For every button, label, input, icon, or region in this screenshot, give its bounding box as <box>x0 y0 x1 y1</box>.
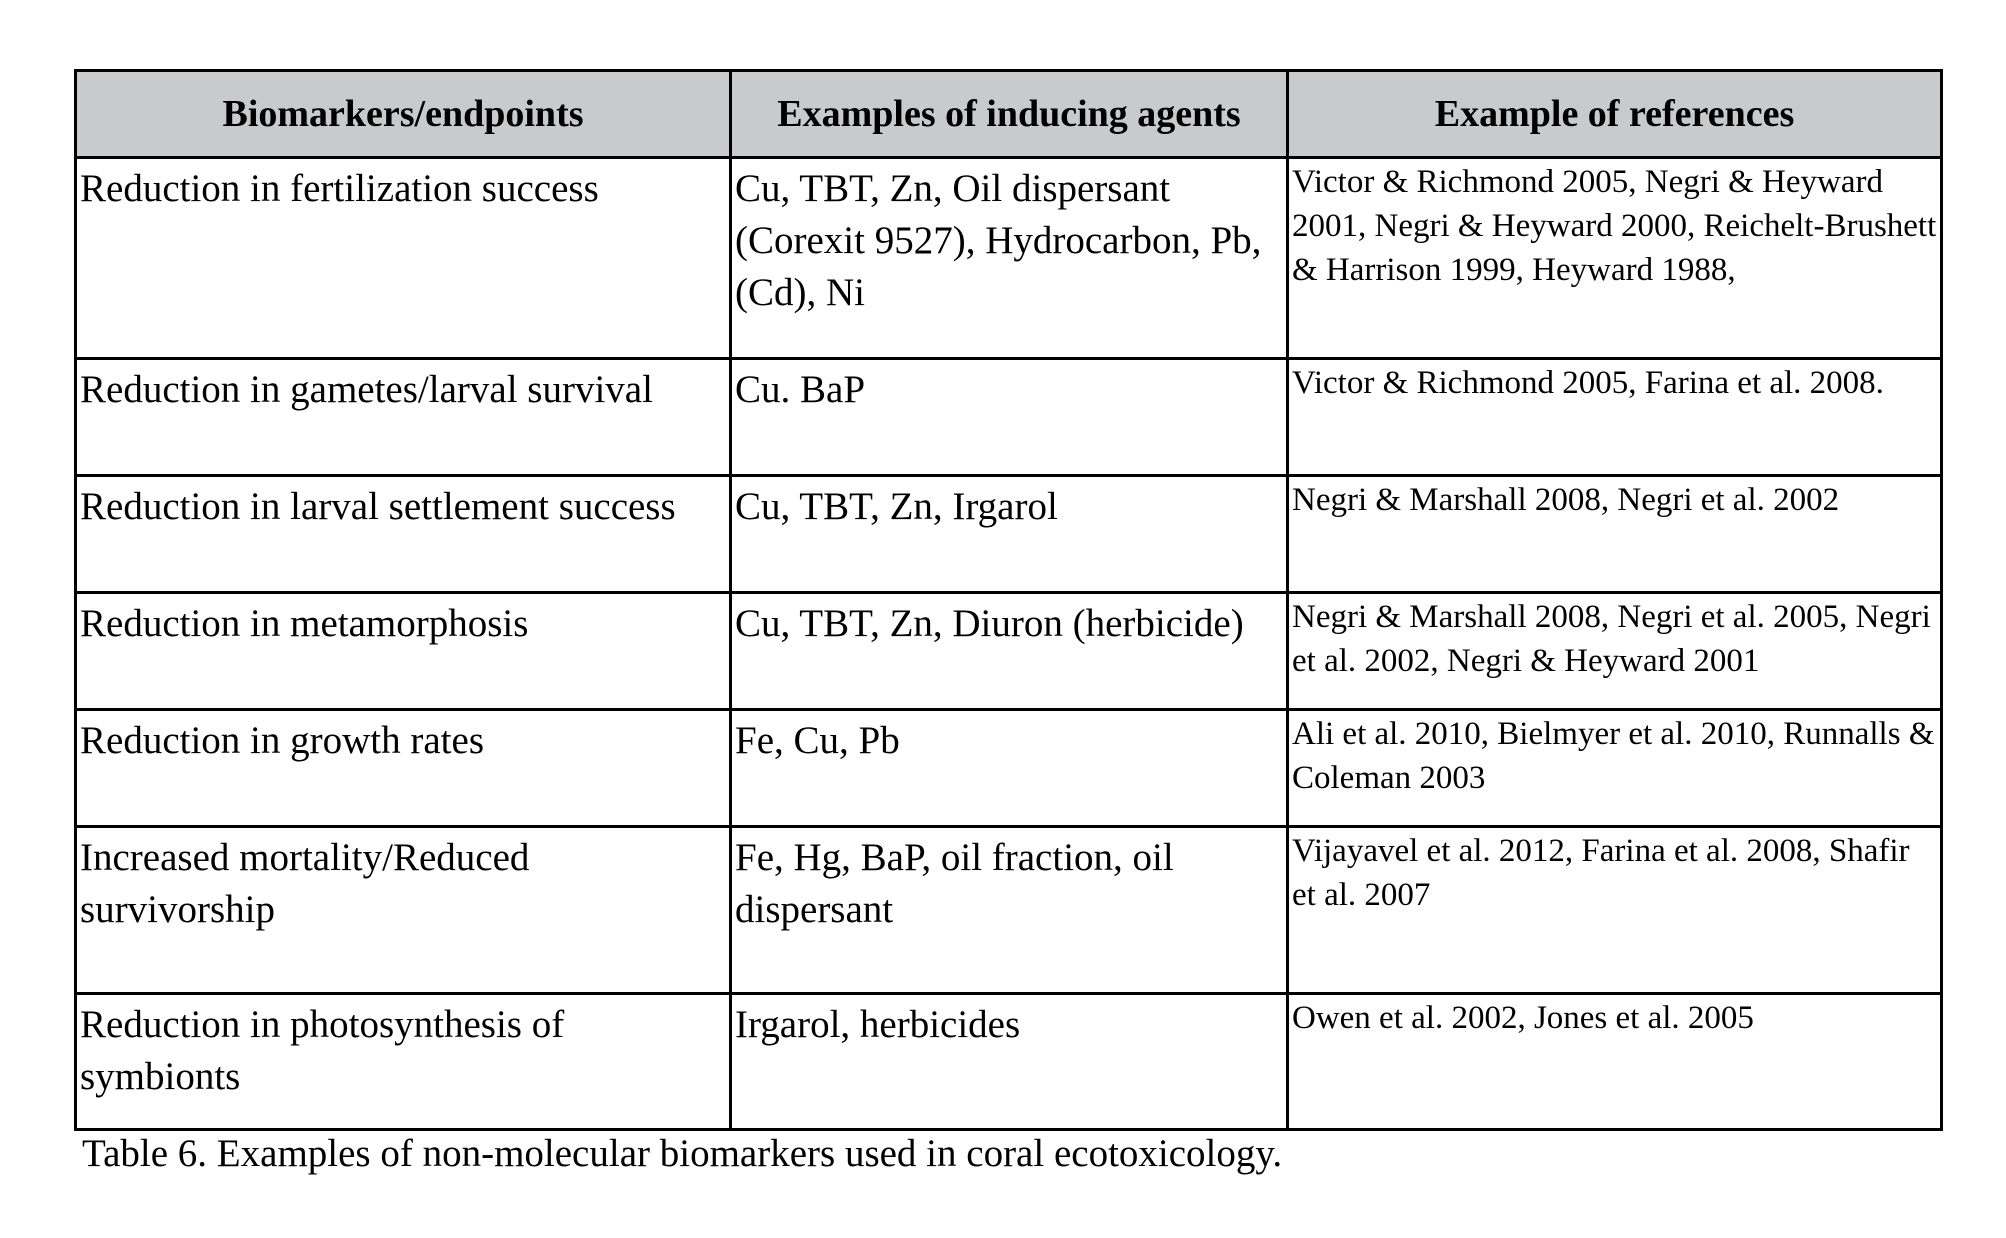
table-row <box>76 359 1942 476</box>
cell-agents: Cu, TBT, Zn, Irgarol <box>731 476 1288 593</box>
cell-agents: Fe, Cu, Pb <box>731 710 1288 827</box>
cell-references: Vijayavel et al. 2012, Farina et al. 2008, Shafir et al. 2007 <box>1288 827 1942 994</box>
biomarkers-table <box>74 69 1943 1131</box>
table-header-row <box>76 71 1942 158</box>
cell-references: Victor & Richmond 2005, Farina et al. 2008. <box>1288 359 1942 476</box>
cell-agents: Irgarol, herbicides <box>731 994 1288 1130</box>
cell-agents: Cu. BaP <box>731 359 1288 476</box>
cell-agents: Cu, TBT, Zn, Oil dispersant (Corexit 9527), Hydrocarbon, Pb, (Cd), Ni <box>731 158 1288 359</box>
cell-references: Negri & Marshall 2008, Negri et al. 2005, Negri et al. 2002, Negri & Heyward 2001 <box>1288 593 1942 710</box>
column-header-references: Example of references <box>1288 71 1942 158</box>
cell-references: Victor & Richmond 2005, Negri & Heyward 2001, Negri & Heyward 2000, Reichelt-Brushett & Harrison 1999, Heyward 1988, <box>1288 158 1942 359</box>
cell-endpoint: Reduction in metamorphosis <box>76 593 731 710</box>
table-row <box>76 158 1942 359</box>
cell-agents: Cu, TBT, Zn, Diuron (herbicide) <box>731 593 1288 710</box>
table-row <box>76 476 1942 593</box>
table-row <box>76 827 1942 994</box>
table-row <box>76 710 1942 827</box>
cell-agents: Fe, Hg, BaP, oil fraction, oil dispersant <box>731 827 1288 994</box>
cell-endpoint: Reduction in photosynthesis of symbionts <box>76 994 731 1130</box>
cell-endpoint: Reduction in larval settlement success <box>76 476 731 593</box>
column-header-endpoints: Biomarkers/endpoints <box>76 71 731 158</box>
table-caption: Table 6. Examples of non-molecular biomarkers used in coral ecotoxicology. <box>82 1132 1283 1175</box>
cell-endpoint: Increased mortality/Reduced survivorship <box>76 827 731 994</box>
cell-references: Owen et al. 2002, Jones et al. 2005 <box>1288 994 1942 1130</box>
cell-references: Negri & Marshall 2008, Negri et al. 2002 <box>1288 476 1942 593</box>
cell-endpoint: Reduction in fertilization success <box>76 158 731 359</box>
table-row <box>76 593 1942 710</box>
biomarkers-table-container <box>74 69 1940 1131</box>
cell-endpoint: Reduction in growth rates <box>76 710 731 827</box>
cell-references: Ali et al. 2010, Bielmyer et al. 2010, Runnalls & Coleman 2003 <box>1288 710 1942 827</box>
column-header-agents: Examples of inducing agents <box>731 71 1288 158</box>
cell-endpoint: Reduction in gametes/larval survival <box>76 359 731 476</box>
table-row <box>76 994 1942 1130</box>
